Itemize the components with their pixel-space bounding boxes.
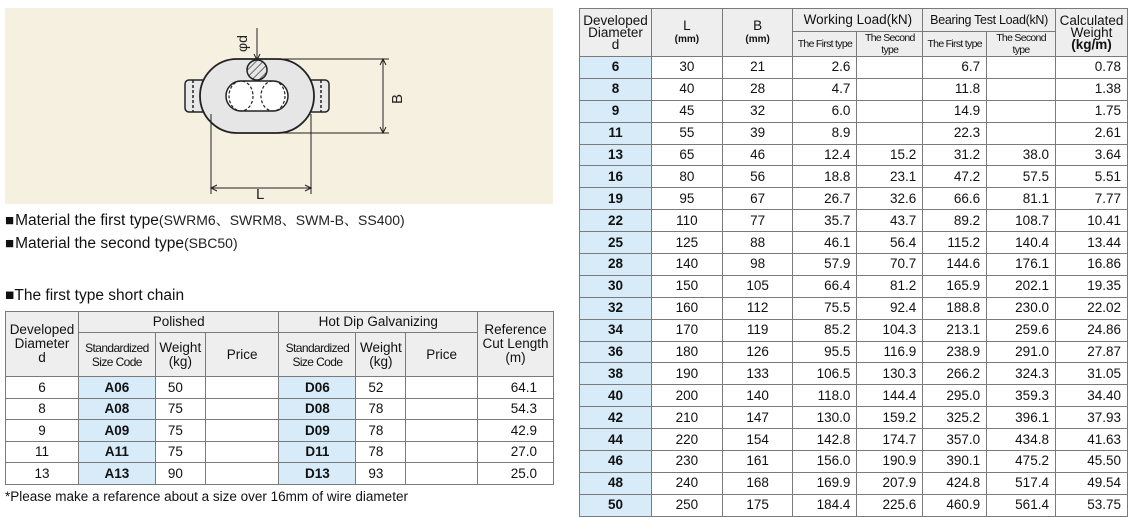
bearing-second-cell: 57.5 <box>987 166 1056 188</box>
table-row <box>580 297 1128 319</box>
diameter-cell: 16 <box>580 166 652 188</box>
main-link <box>200 59 314 133</box>
table-row <box>580 78 1128 100</box>
galv-weight-cell: 52 <box>356 377 406 399</box>
diameter-cell: 40 <box>580 385 652 407</box>
header-diameter: Developed Diameter d <box>6 312 79 377</box>
bearing-second-cell: 291.0 <box>987 341 1056 363</box>
working-first-cell: 6.0 <box>793 100 857 122</box>
bearing-first-cell: 115.2 <box>923 232 987 254</box>
bearing-first-cell: 460.9 <box>923 494 987 516</box>
working-second-cell: 43.7 <box>857 210 923 232</box>
b-cell: 161 <box>722 451 793 473</box>
b-cell: 39 <box>722 122 793 144</box>
header-galv-price: Price <box>406 333 478 377</box>
diameter-cell: 36 <box>580 341 652 363</box>
header-reference: Reference Cut Length (m) <box>478 312 554 377</box>
working-second-cell: 32.6 <box>857 188 923 210</box>
weight-cell: 41.63 <box>1055 429 1127 451</box>
diameter-cell: 25 <box>580 232 652 254</box>
working-first-cell: 85.2 <box>793 319 857 341</box>
diameter-cell: 28 <box>580 254 652 276</box>
working-first-cell: 184.4 <box>793 494 857 516</box>
polished-code-cell: A09 <box>78 420 155 442</box>
galv-price-cell <box>406 377 478 399</box>
polished-weight-cell: 50 <box>155 377 205 399</box>
b-cell: 147 <box>722 407 793 429</box>
bearing-first-cell: 66.6 <box>923 188 987 210</box>
b-cell: 175 <box>722 494 793 516</box>
table-row <box>580 319 1128 341</box>
l-cell: 250 <box>651 494 722 516</box>
b-cell: 140 <box>722 385 793 407</box>
weight-cell: 5.51 <box>1055 166 1127 188</box>
spec-header-working-second: The Second type <box>857 32 923 57</box>
polished-price-cell <box>205 441 279 463</box>
b-cell: 105 <box>722 275 793 297</box>
l-cell: 210 <box>651 407 722 429</box>
table-row <box>6 398 554 420</box>
l-cell: 55 <box>651 122 722 144</box>
b-label: B <box>389 93 406 104</box>
table-row <box>580 494 1128 516</box>
l-cell: 40 <box>651 78 722 100</box>
table-row <box>6 377 554 399</box>
b-cell: 32 <box>722 100 793 122</box>
header-galv-code: Standardized Size Code <box>279 333 356 377</box>
diameter-label: φd <box>234 35 250 52</box>
galv-price-cell <box>406 441 478 463</box>
working-second-cell <box>857 78 923 100</box>
bearing-second-cell: 202.1 <box>987 275 1056 297</box>
reference-cell: 64.1 <box>478 377 554 399</box>
header-polished-price: Price <box>205 333 279 377</box>
working-first-cell: 66.4 <box>793 275 857 297</box>
bearing-second-cell: 359.3 <box>987 385 1056 407</box>
material-second-label: Material the second type <box>15 235 184 252</box>
header-galvanizing: Hot Dip Galvanizing <box>279 312 478 333</box>
working-second-cell: 207.9 <box>857 472 923 494</box>
polished-price-cell <box>205 420 279 442</box>
galv-price-cell <box>406 420 478 442</box>
polished-price-cell <box>205 463 279 485</box>
bearing-second-cell <box>987 122 1056 144</box>
bearing-second-cell: 561.4 <box>987 494 1056 516</box>
diameter-cell: 42 <box>580 407 652 429</box>
chain-drawing <box>5 8 553 204</box>
diameter-cell: 8 <box>6 398 79 420</box>
working-second-cell: 190.9 <box>857 451 923 473</box>
diameter-cell: 11 <box>6 441 79 463</box>
working-second-cell: 225.6 <box>857 494 923 516</box>
weight-cell: 2.61 <box>1055 122 1127 144</box>
bearing-first-cell: 213.1 <box>923 319 987 341</box>
footnote: *Please make a refarence about a size over 16mm of wire diameter <box>5 489 408 504</box>
table-row <box>580 166 1128 188</box>
weight-cell: 3.64 <box>1055 144 1127 166</box>
b-cell: 98 <box>722 254 793 276</box>
working-second-cell: 174.7 <box>857 429 923 451</box>
working-first-cell: 57.9 <box>793 254 857 276</box>
table-row <box>580 275 1128 297</box>
weight-cell: 1.75 <box>1055 100 1127 122</box>
working-first-cell: 35.7 <box>793 210 857 232</box>
working-first-cell: 18.8 <box>793 166 857 188</box>
table-row <box>580 144 1128 166</box>
bearing-first-cell: 165.9 <box>923 275 987 297</box>
weight-cell: 16.86 <box>1055 254 1127 276</box>
diameter-cell: 30 <box>580 275 652 297</box>
table-row <box>580 122 1128 144</box>
table-row <box>580 254 1128 276</box>
diameter-cell: 6 <box>6 377 79 399</box>
b-cell: 154 <box>722 429 793 451</box>
polished-weight-cell: 75 <box>155 420 205 442</box>
bearing-first-cell: 47.2 <box>923 166 987 188</box>
diameter-cell: 48 <box>580 472 652 494</box>
diameter-cell: 8 <box>580 78 652 100</box>
galv-code-cell: D09 <box>279 420 356 442</box>
working-first-cell: 4.7 <box>793 78 857 100</box>
l-cell: 95 <box>651 188 722 210</box>
chain-diagram <box>5 8 553 204</box>
table-row <box>580 429 1128 451</box>
diameter-cell: 9 <box>580 100 652 122</box>
weight-cell: 49.54 <box>1055 472 1127 494</box>
short-chain-title: ■The first type short chain <box>5 287 185 304</box>
table-row <box>580 188 1128 210</box>
weight-cell: 34.40 <box>1055 385 1127 407</box>
l-cell: 150 <box>651 275 722 297</box>
working-second-cell: 116.9 <box>857 341 923 363</box>
diameter-cell: 6 <box>580 57 652 79</box>
weight-cell: 10.41 <box>1055 210 1127 232</box>
working-second-cell: 56.4 <box>857 232 923 254</box>
bearing-first-cell: 238.9 <box>923 341 987 363</box>
diameter-cell: 38 <box>580 363 652 385</box>
spec-header-l: L (mm) <box>651 9 722 57</box>
l-label: L <box>256 186 265 203</box>
bearing-second-cell: 259.6 <box>987 319 1056 341</box>
b-cell: 67 <box>722 188 793 210</box>
bearing-second-cell: 108.7 <box>987 210 1056 232</box>
working-first-cell: 106.5 <box>793 363 857 385</box>
l-cell: 110 <box>651 210 722 232</box>
header-polished: Polished <box>78 312 279 333</box>
working-first-cell: 130.0 <box>793 407 857 429</box>
galv-weight-cell: 78 <box>356 398 406 420</box>
working-second-cell: 92.4 <box>857 297 923 319</box>
b-cell: 168 <box>722 472 793 494</box>
l-cell: 30 <box>651 57 722 79</box>
l-cell: 170 <box>651 319 722 341</box>
weight-cell: 0.78 <box>1055 57 1127 79</box>
working-second-cell: 159.2 <box>857 407 923 429</box>
working-first-cell: 118.0 <box>793 385 857 407</box>
bearing-first-cell: 144.6 <box>923 254 987 276</box>
table-row <box>580 341 1128 363</box>
bearing-second-cell <box>987 78 1056 100</box>
diameter-cell: 13 <box>580 144 652 166</box>
galv-weight-cell: 78 <box>356 420 406 442</box>
galv-weight-cell: 78 <box>356 441 406 463</box>
working-first-cell: 12.4 <box>793 144 857 166</box>
bearing-first-cell: 424.8 <box>923 472 987 494</box>
bearing-second-cell: 140.4 <box>987 232 1056 254</box>
diameter-cell: 32 <box>580 297 652 319</box>
l-cell: 220 <box>651 429 722 451</box>
weight-cell: 22.02 <box>1055 297 1127 319</box>
bearing-first-cell: 89.2 <box>923 210 987 232</box>
bearing-second-cell: 475.2 <box>987 451 1056 473</box>
weight-cell: 13.44 <box>1055 232 1127 254</box>
bearing-first-cell: 14.9 <box>923 100 987 122</box>
polished-code-cell: A08 <box>78 398 155 420</box>
working-second-cell: 144.4 <box>857 385 923 407</box>
working-first-cell: 26.7 <box>793 188 857 210</box>
spec-header-weight: Calculated Weight (kg/m) <box>1055 9 1127 57</box>
weight-cell: 1.38 <box>1055 78 1127 100</box>
working-second-cell <box>857 57 923 79</box>
polished-weight-cell: 75 <box>155 441 205 463</box>
l-cell: 230 <box>651 451 722 473</box>
table-row <box>6 441 554 463</box>
b-cell: 133 <box>722 363 793 385</box>
working-second-cell: 15.2 <box>857 144 923 166</box>
l-cell: 200 <box>651 385 722 407</box>
bearing-first-cell: 390.1 <box>923 451 987 473</box>
bearing-second-cell <box>987 100 1056 122</box>
galv-price-cell <box>406 463 478 485</box>
working-second-cell: 70.7 <box>857 254 923 276</box>
material-second-detail: (SBC50) <box>183 235 238 251</box>
galv-weight-cell: 93 <box>356 463 406 485</box>
polished-weight-cell: 90 <box>155 463 205 485</box>
table-row <box>580 385 1128 407</box>
polished-code-cell: A06 <box>78 377 155 399</box>
bearing-second-cell: 434.8 <box>987 429 1056 451</box>
bearing-first-cell: 11.8 <box>923 78 987 100</box>
table-row <box>580 57 1128 79</box>
spec-table <box>579 8 1128 517</box>
bearing-second-cell: 230.0 <box>987 297 1056 319</box>
l-cell: 80 <box>651 166 722 188</box>
reference-cell: 27.0 <box>478 441 554 463</box>
weight-cell: 53.75 <box>1055 494 1127 516</box>
diameter-cell: 19 <box>580 188 652 210</box>
working-first-cell: 142.8 <box>793 429 857 451</box>
diameter-cell: 50 <box>580 494 652 516</box>
diameter-cell: 11 <box>580 122 652 144</box>
l-cell: 180 <box>651 341 722 363</box>
working-first-cell: 169.9 <box>793 472 857 494</box>
b-cell: 88 <box>722 232 793 254</box>
l-cell: 45 <box>651 100 722 122</box>
working-first-cell: 156.0 <box>793 451 857 473</box>
material-first-detail: (SWRM6、SWRM8、SWM-B、SS400) <box>158 212 405 228</box>
spec-header-diameter: Developed Diameter d <box>580 9 652 57</box>
bearing-first-cell: 188.8 <box>923 297 987 319</box>
b-cell: 112 <box>722 297 793 319</box>
galv-code-cell: D11 <box>279 441 356 463</box>
l-cell: 190 <box>651 363 722 385</box>
working-first-cell: 46.1 <box>793 232 857 254</box>
table-row <box>580 472 1128 494</box>
working-second-cell: 130.3 <box>857 363 923 385</box>
l-cell: 125 <box>651 232 722 254</box>
diameter-cell: 44 <box>580 429 652 451</box>
header-galv-weight: Weight (kg) <box>356 333 406 377</box>
spec-header-bearing-load: Bearing Test Load(kN) <box>923 9 1056 32</box>
b-cell: 28 <box>722 78 793 100</box>
b-cell: 119 <box>722 319 793 341</box>
table-row <box>580 100 1128 122</box>
working-second-cell <box>857 100 923 122</box>
galv-code-cell: D08 <box>279 398 356 420</box>
material-second-type: ■Material the second type(SBC50) <box>5 235 238 252</box>
bearing-first-cell: 325.2 <box>923 407 987 429</box>
bearing-second-cell <box>987 57 1056 79</box>
polished-price-cell <box>205 377 279 399</box>
header-polished-code: Standardized Size Code <box>78 333 155 377</box>
working-second-cell: 81.2 <box>857 275 923 297</box>
reference-cell: 54.3 <box>478 398 554 420</box>
weight-cell: 7.77 <box>1055 188 1127 210</box>
b-cell: 56 <box>722 166 793 188</box>
diameter-cell: 34 <box>580 319 652 341</box>
material-first-type: ■Material the first type(SWRM6、SWRM8、SWM-B、SS400) <box>5 212 405 229</box>
weight-cell: 24.86 <box>1055 319 1127 341</box>
bearing-first-cell: 6.7 <box>923 57 987 79</box>
weight-cell: 37.93 <box>1055 407 1127 429</box>
galv-code-cell: D13 <box>279 463 356 485</box>
b-cell: 46 <box>722 144 793 166</box>
material-first-label: Material the first type <box>15 212 159 229</box>
table-row <box>580 407 1128 429</box>
spec-header-bearing-second: The Second type <box>987 32 1056 57</box>
bearing-first-cell: 22.3 <box>923 122 987 144</box>
table-row <box>580 210 1128 232</box>
working-second-cell: 104.3 <box>857 319 923 341</box>
weight-cell: 45.50 <box>1055 451 1127 473</box>
diameter-cell: 13 <box>6 463 79 485</box>
polished-weight-cell: 75 <box>155 398 205 420</box>
bearing-second-cell: 81.1 <box>987 188 1056 210</box>
weight-cell: 19.35 <box>1055 275 1127 297</box>
diameter-cell: 22 <box>580 210 652 232</box>
weight-cell: 27.87 <box>1055 341 1127 363</box>
galv-price-cell <box>406 398 478 420</box>
reference-cell: 25.0 <box>478 463 554 485</box>
bearing-second-cell: 38.0 <box>987 144 1056 166</box>
l-cell: 240 <box>651 472 722 494</box>
table-row <box>580 451 1128 473</box>
b-cell: 77 <box>722 210 793 232</box>
table-row <box>6 420 554 442</box>
weight-cell: 31.05 <box>1055 363 1127 385</box>
l-cell: 140 <box>651 254 722 276</box>
table-row <box>6 463 554 485</box>
working-second-cell: 23.1 <box>857 166 923 188</box>
bearing-second-cell: 176.1 <box>987 254 1056 276</box>
l-cell: 160 <box>651 297 722 319</box>
l-cell: 65 <box>651 144 722 166</box>
header-polished-weight: Weight (kg) <box>155 333 205 377</box>
reference-cell: 42.9 <box>478 420 554 442</box>
diameter-cell: 9 <box>6 420 79 442</box>
bearing-second-cell: 324.3 <box>987 363 1056 385</box>
diameter-cell: 46 <box>580 451 652 473</box>
b-cell: 126 <box>722 341 793 363</box>
galv-code-cell: D06 <box>279 377 356 399</box>
polished-code-cell: A13 <box>78 463 155 485</box>
working-first-cell: 95.5 <box>793 341 857 363</box>
working-first-cell: 75.5 <box>793 297 857 319</box>
polished-code-cell: A11 <box>78 441 155 463</box>
working-second-cell <box>857 122 923 144</box>
bearing-second-cell: 517.4 <box>987 472 1056 494</box>
spec-header-working-first: The First type <box>793 32 857 57</box>
bearing-first-cell: 295.0 <box>923 385 987 407</box>
bearing-first-cell: 266.2 <box>923 363 987 385</box>
spec-header-working-load: Working Load(kN) <box>793 9 923 32</box>
table-row <box>580 363 1128 385</box>
b-cell: 21 <box>722 57 793 79</box>
spec-header-bearing-first: The First type <box>923 32 987 57</box>
bearing-second-cell: 396.1 <box>987 407 1056 429</box>
bearing-first-cell: 31.2 <box>923 144 987 166</box>
spec-header-b: B (mm) <box>722 9 793 57</box>
working-first-cell: 2.6 <box>793 57 857 79</box>
short-chain-table <box>5 311 554 485</box>
working-first-cell: 8.9 <box>793 122 857 144</box>
bearing-first-cell: 357.0 <box>923 429 987 451</box>
table-row <box>580 232 1128 254</box>
polished-price-cell <box>205 398 279 420</box>
